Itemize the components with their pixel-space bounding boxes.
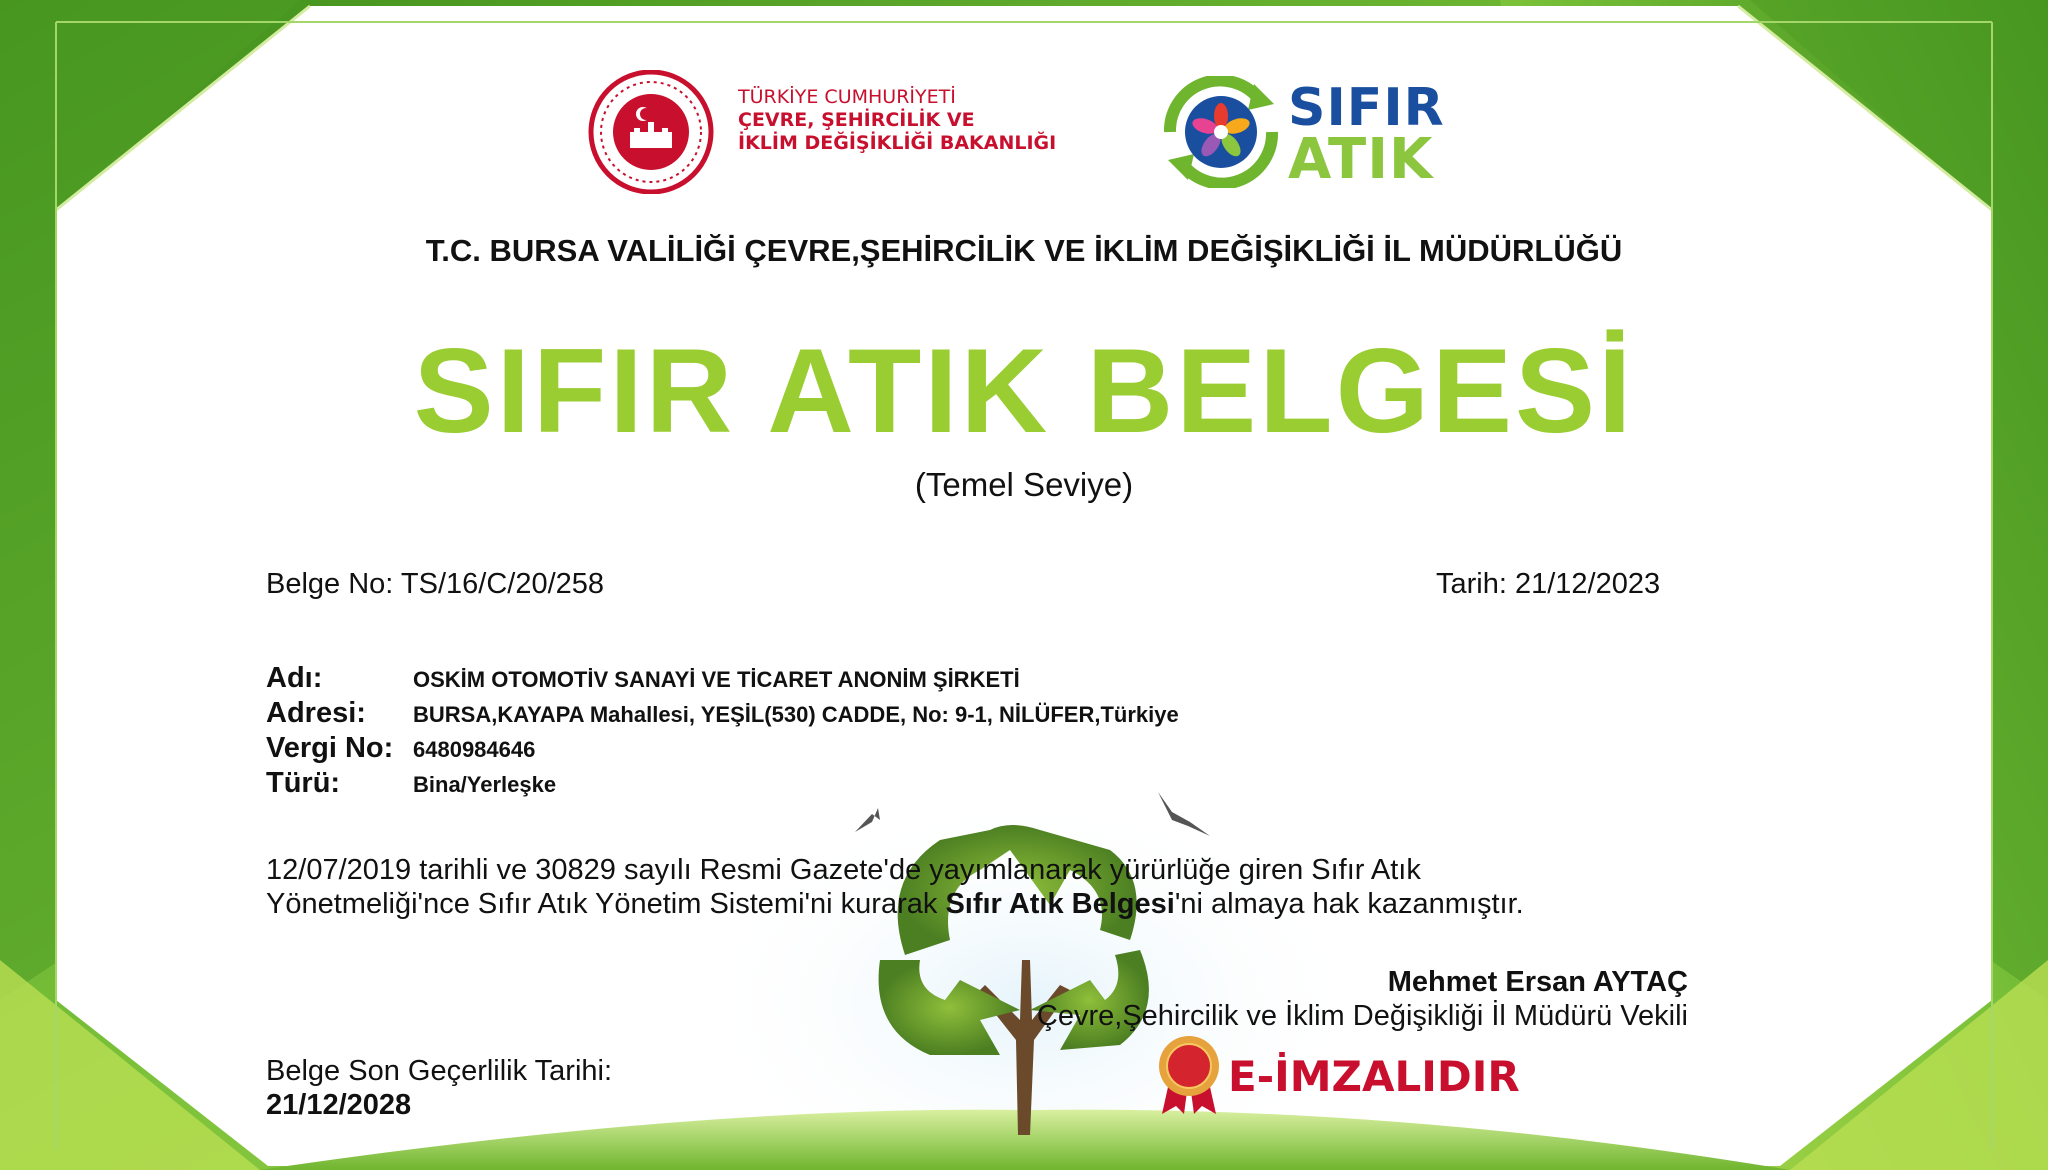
type-label: Türü: <box>266 767 341 799</box>
ministry-line-2: ÇEVRE, ŞEHİRCİLİK VE <box>738 109 975 131</box>
sifir-atik-logo-icon <box>1158 76 1284 188</box>
logo-word-atik: ATIK <box>1288 127 1434 192</box>
statement-line-2-end: 'ni almaya hak kazanmıştır. <box>1174 888 1524 920</box>
document-number: Belge No: TS/16/C/20/258 <box>266 568 605 600</box>
certificate-title: SIFIR ATIK BELGESİ <box>413 324 1635 458</box>
tax-label: Vergi No: <box>266 732 394 764</box>
signer-title: Çevre,Şehircilik ve İklim Değişikliği İl Müdürü Vekili <box>1036 1000 1688 1032</box>
ministry-emblem-icon <box>580 70 722 194</box>
certificate-level: (Temel Seviye) <box>914 466 1134 503</box>
statement-line-2-start: Yönetmeliği'nce Sıfır Atık Yönetim Sistemi'ni kurarak <box>266 888 946 920</box>
name-value: OSKİM OTOMOTİV SANAYİ VE TİCARET ANONİM ŞİRKETİ <box>413 667 1020 692</box>
statement-line-1: 12/07/2019 tarihli ve 30829 sayılı Resmi Gazete'de yayımlanarak yürürlüğe giren Sıfır Atık <box>266 854 1421 886</box>
issue-date: Tarih: 21/12/2023 <box>1436 568 1661 600</box>
address-label: Adresi: <box>266 697 366 729</box>
signer-name: Mehmet Ersan AYTAÇ <box>1387 966 1688 998</box>
name-label: Adı: <box>266 662 323 694</box>
sifir-atik-logo-text <box>1288 78 1445 192</box>
statement-line-2 <box>266 888 1524 921</box>
validity-label: Belge Son Geçerlilik Tarihi: <box>266 1055 613 1087</box>
type-value: Bina/Yerleşke <box>413 772 557 797</box>
e-signature-label: E-İMZALIDIR <box>1228 1052 1520 1101</box>
statement-line-2-bold: Sıfır Atık Belgesi <box>945 888 1175 920</box>
e-signature-seal-icon <box>1154 1034 1224 1116</box>
logo-word-sifir: SIFIR <box>1288 78 1445 138</box>
ministry-line-1: TÜRKİYE CUMHURİYETİ <box>738 86 956 108</box>
ministry-line-3: İKLİM DEĞİŞİKLİĞİ BAKANLIĞI <box>738 132 1057 154</box>
signer-title-block <box>888 1000 1688 1033</box>
tax-value: 6480984646 <box>413 737 536 762</box>
ministry-name <box>738 86 1098 155</box>
validity-date: 21/12/2028 <box>266 1089 412 1121</box>
signature-block <box>1088 966 1688 999</box>
directorate-title: T.C. BURSA VALİLİĞİ ÇEVRE,ŞEHİRCİLİK VE İKLİM DEĞİŞİKLİĞİ İL MÜDÜRLÜĞÜ <box>425 233 1623 268</box>
address-value: BURSA,KAYAPA Mahallesi, YEŞİL(530) CADDE, No: 9-1, NİLÜFER,Türkiye <box>413 702 1179 727</box>
